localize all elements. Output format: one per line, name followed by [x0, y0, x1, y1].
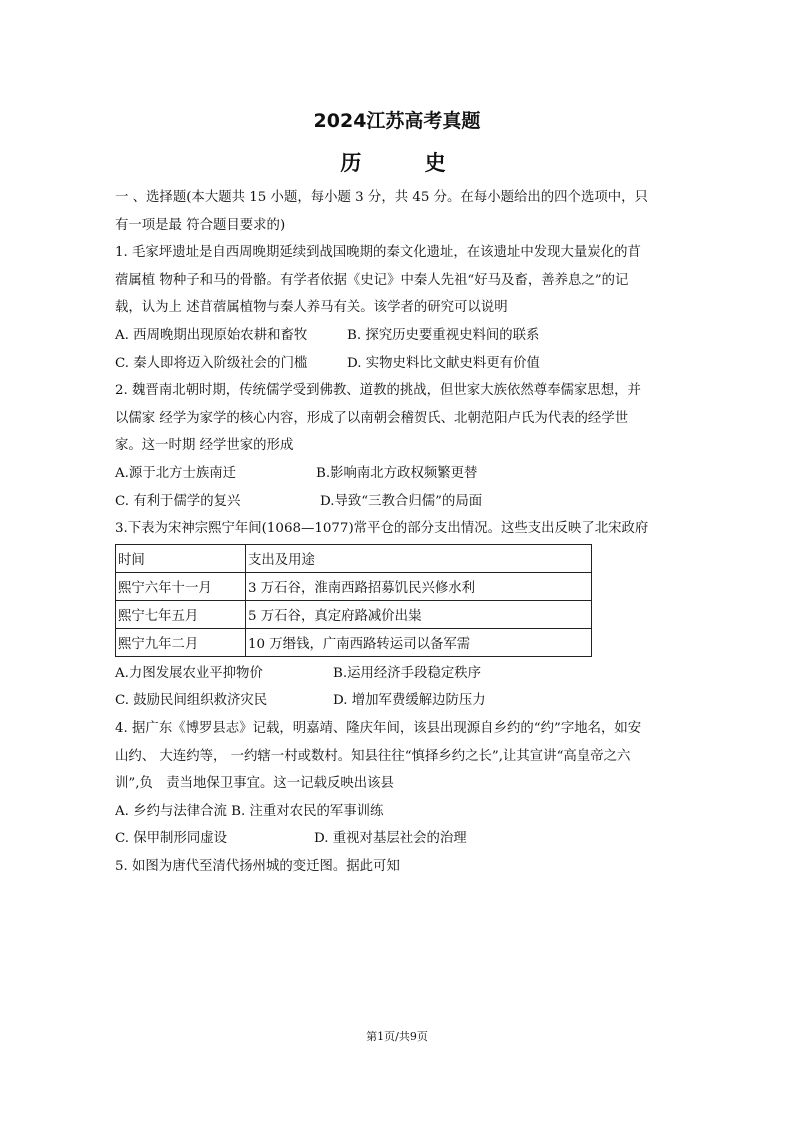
options-row — [115, 825, 685, 853]
question-stem-line: 训”,负 责当地保卫事宜。这一记载反映出该县 — [115, 776, 394, 792]
option-d: D. 重视对基层社会的治理 — [314, 831, 467, 847]
table-cell: 熙宁七年五月 — [116, 600, 246, 628]
option-d: D.导致“三教合归儒”的局面 — [320, 493, 483, 509]
option-c: C. 有利于儒学的复兴 — [115, 493, 241, 509]
option-d: D. 增加军费缓解边防压力 — [333, 693, 486, 709]
question-stem-line: 4. 据广东《博罗县志》记载，明嘉靖、隆庆年间，该县出现源自乡约的“约”字地名，如安 — [115, 720, 642, 736]
question-stem-line: 山约、 大连约等， 一约辖一村或数村。知县往往“慎择乡约之长”,让其宣讲“高皇帝之六 — [115, 748, 631, 764]
question-stem-line: 5. 如图为唐代至清代扬州城的变迁图。据此可知 — [115, 858, 400, 874]
section-instructions — [115, 184, 685, 239]
question-5 — [115, 853, 685, 881]
option-b: B.影响南北方政权频繁更替 — [316, 465, 478, 481]
option-d: D. 实物史料比文献史料更有价值 — [347, 355, 540, 371]
question-2 — [115, 377, 685, 515]
table-cell: 3 万石谷，淮南西路招募饥民兴修水利 — [246, 572, 592, 600]
table-row — [116, 628, 592, 656]
question-stem-line: 蓿属植 物种子和马的骨骼。有学者依据《史记》中秦人先祖“好马及畜，善养息之”的记 — [115, 272, 629, 288]
question-3 — [115, 515, 685, 715]
option-c: C. 保甲制形同虚设 — [115, 831, 228, 847]
option-c: C. 鼓励民间组织救济灾民 — [115, 693, 268, 709]
table-header-cell: 时间 — [116, 544, 246, 572]
option-a: A. 西周晚期出现原始农耕和畜牧 — [115, 327, 308, 343]
options-row — [115, 350, 685, 378]
question-stem-line: 家。这一时期 经学世家的形成 — [115, 438, 294, 454]
subject-title: 历 史 — [340, 150, 474, 175]
question-stem-line: 载，认为上 述苜蓿属植物与秦人养马有关。该学者的研究可以说明 — [115, 300, 508, 316]
options-row — [115, 322, 685, 350]
options-row — [115, 488, 685, 516]
instruction-line: 一 、选择题(本大题共 15 小题，每小题 3 分，共 45 分。在每小题给出的四个选项中，只 — [115, 190, 648, 205]
question-4 — [115, 715, 685, 853]
table-cell: 10 万缗钱，广南西路转运司以备军需 — [246, 628, 592, 656]
exam-content — [115, 184, 685, 880]
option-b: B. 探究历史要重视史料间的联系 — [347, 327, 540, 343]
options-line-ab: A. 乡约与法律合流 B. 注重对农民的军事训练 — [115, 803, 384, 819]
table-cell: 熙宁六年十一月 — [116, 572, 246, 600]
exam-title: 2024江苏高考真题 — [313, 110, 481, 132]
question-stem-line: 以儒家 经学为家学的核心内容，形成了以南朝会稽贺氏、北朝范阳卢氏为代表的经学世 — [115, 410, 629, 426]
table-header-cell: 支出及用途 — [246, 544, 592, 572]
table-row — [116, 572, 592, 600]
question-stem-line: 2. 魏晋南北朝时期，传统儒学受到佛教、道教的挑战，但世家大族依然尊奉儒家思想，并 — [115, 383, 641, 399]
table-cell: 熙宁九年二月 — [116, 628, 246, 656]
table-cell: 5 万石谷，真定府路减价出粜 — [246, 600, 592, 628]
options-row — [115, 687, 685, 715]
option-a: A.源于北方士族南迁 — [115, 465, 237, 481]
question-stem-line: 3.下表为宋神宗熙宁年间(1068—1077)常平仓的部分支出情况。这些支出反映了北宋政府 — [115, 521, 649, 537]
option-c: C. 秦人即将迈入阶级社会的门槛 — [115, 355, 308, 371]
question-stem-line: 1. 毛家坪遗址是自西周晚期延续到战国晚期的秦文化遗址，在该遗址中发现大量炭化的苜 — [115, 245, 641, 261]
expenditure-table — [115, 544, 592, 657]
options-row — [115, 660, 685, 688]
option-a: A.力图发展农业平抑物价 — [115, 665, 263, 681]
instruction-line: 有一项是最 符合题目要求的) — [115, 217, 286, 233]
option-b: B.运用经济手段稳定秩序 — [333, 665, 482, 681]
question-1 — [115, 239, 685, 377]
table-header-row — [116, 544, 592, 572]
page-number: 第1页/共9页 — [366, 1030, 428, 1043]
table-row — [116, 600, 592, 628]
options-row — [115, 460, 685, 488]
